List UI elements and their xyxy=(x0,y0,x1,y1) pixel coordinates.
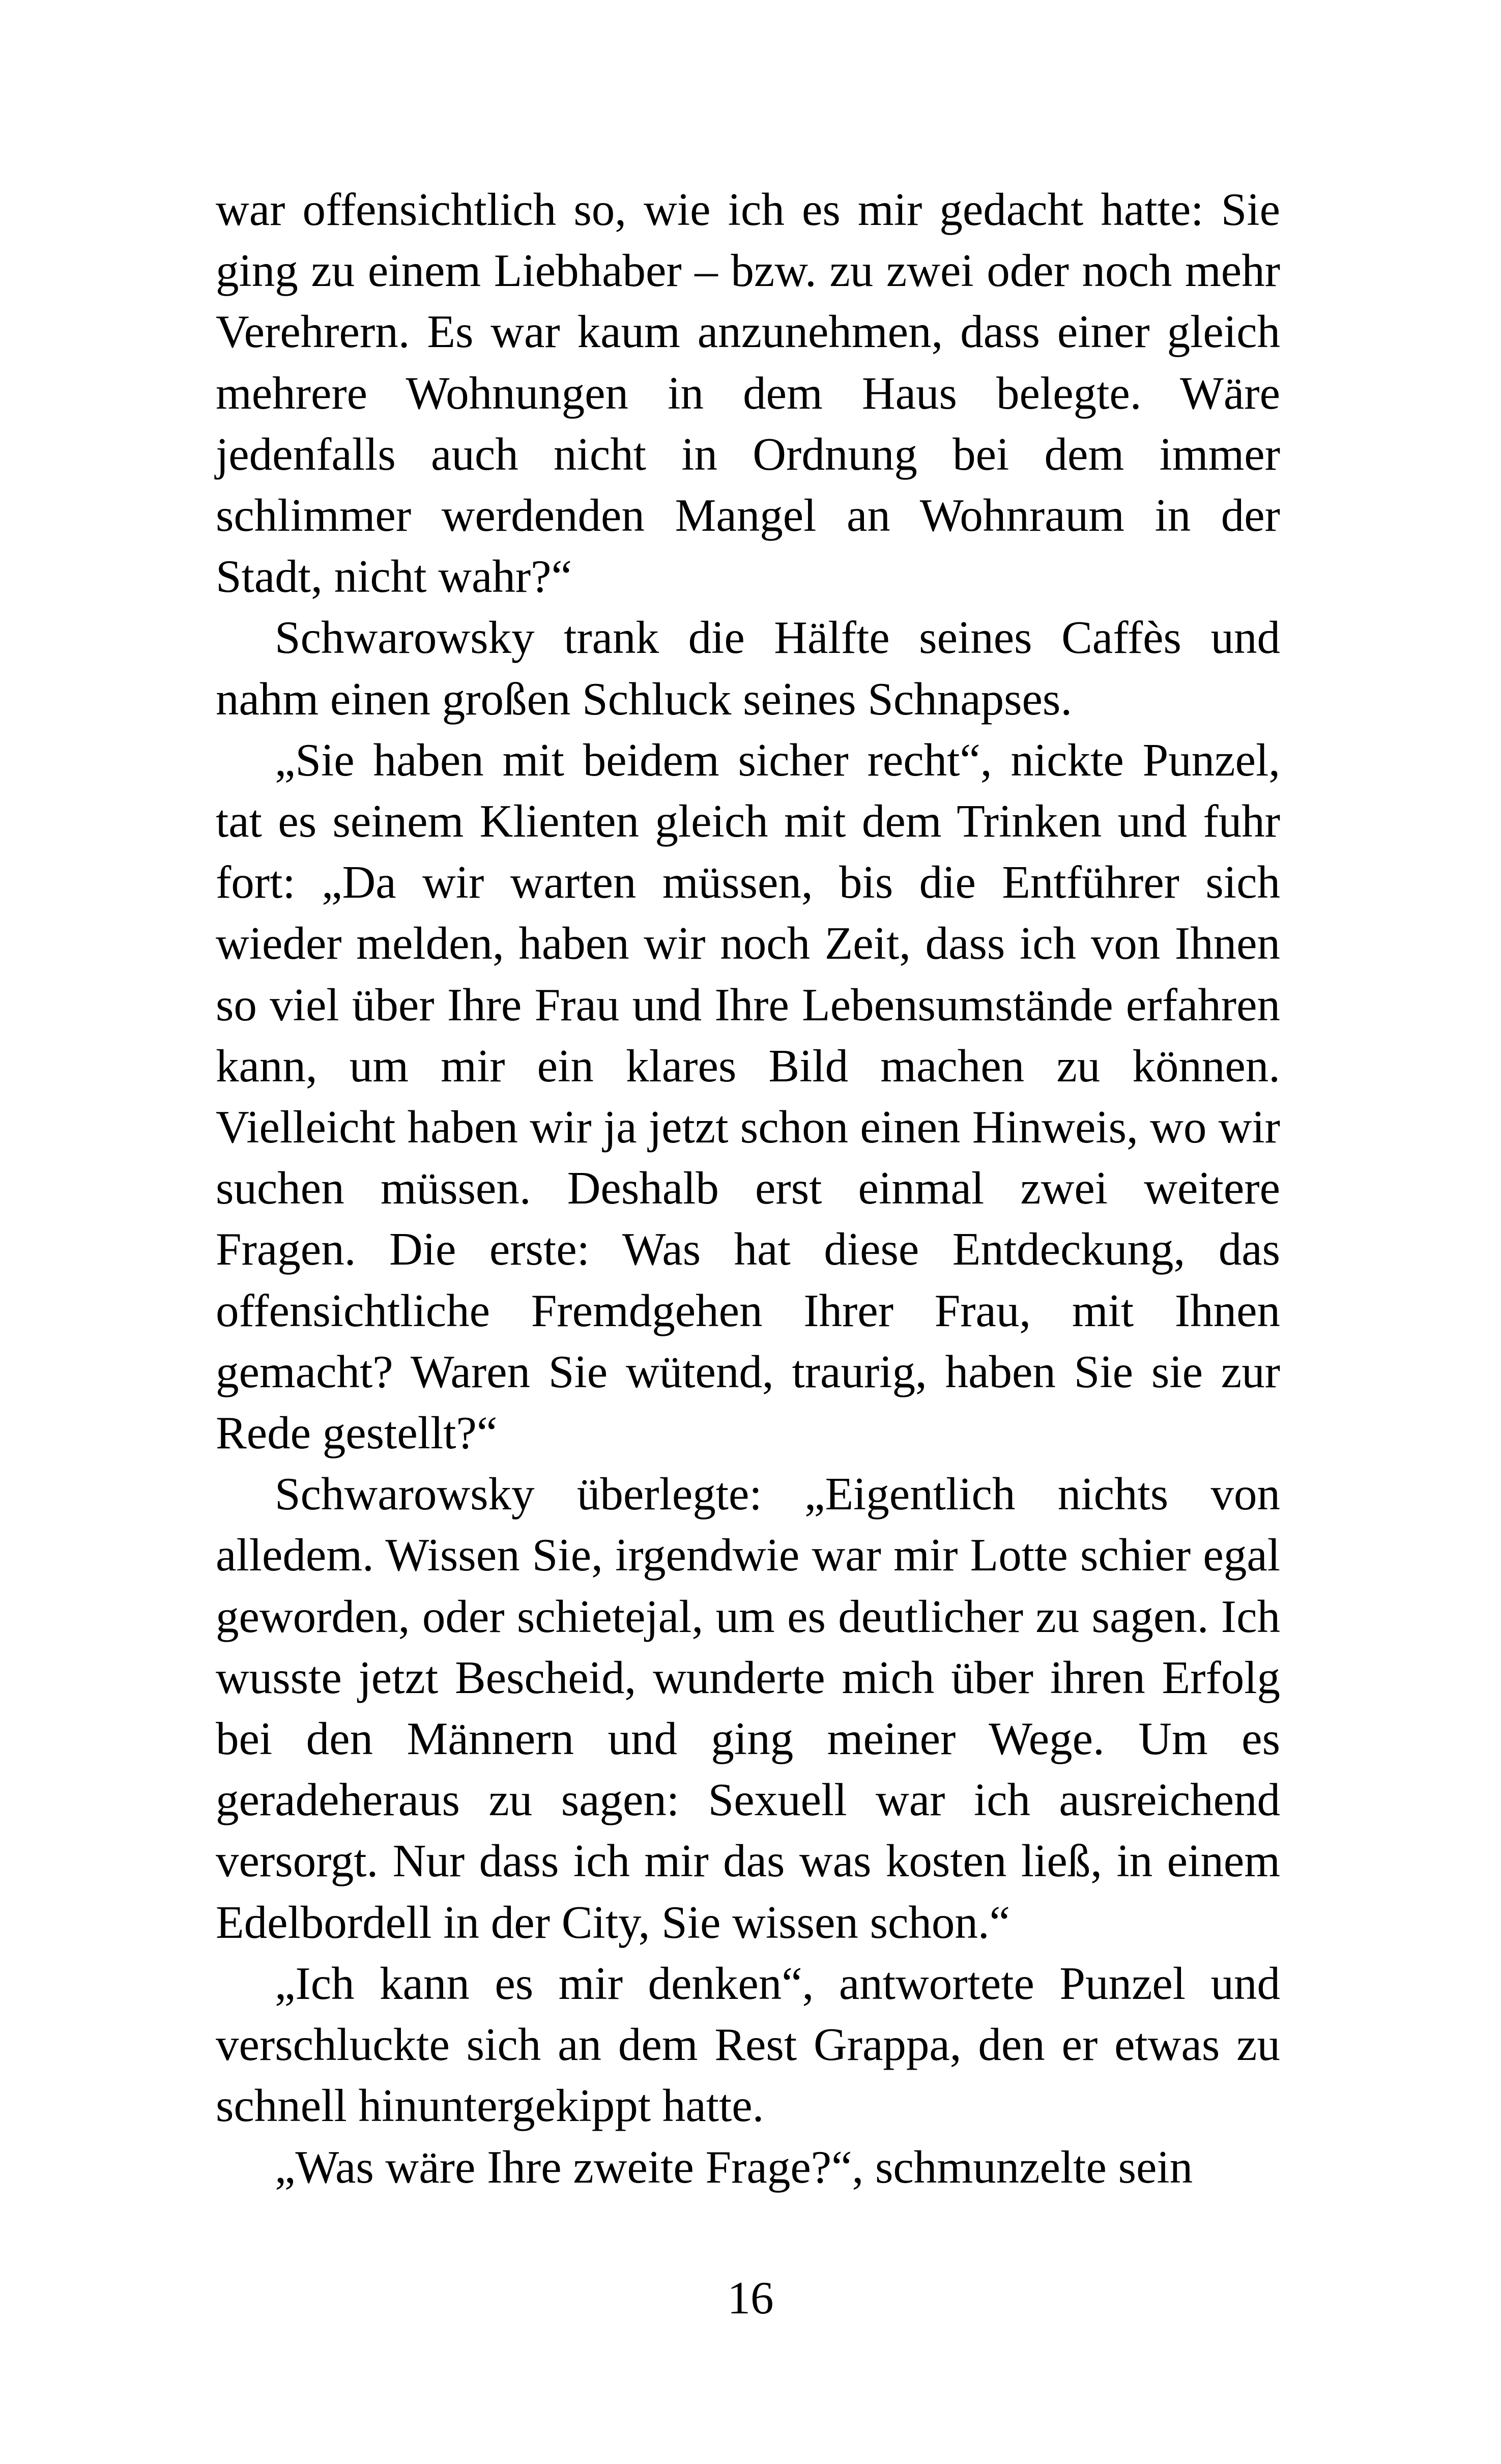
paragraph-5: „Ich kann es mir denken“, antwortete Punzel und verschluckte sich an dem Rest Grappa, den er etwas zu schnell hinuntergekippt hatte. xyxy=(216,1957,1280,2132)
paragraph-3: „Sie haben mit beidem sicher recht“, nickte Punzel, tat es seinem Klienten gleich mit dem Trinken und fuhr fort: „Da wir warten müssen, bis die Entführer sich wieder melden, haben wir noch Zeit, dass ich von Ihnen so viel über Ihre Frau und Ihre Lebensumstände erfahren kann, um mir ein klares Bild machen zu können. Vielleicht haben wir ja jetzt schon einen Hinweis, wo wir suchen müssen. Deshalb erst einmal zwei weitere Fragen. Die erste: Was hat diese Entdeckung, das offensichtliche Fremdgehen Ihrer Frau, mit Ihnen gemacht? Waren Sie wütend, traurig, haben Sie sie zur Rede gestellt?“ xyxy=(216,734,1280,1459)
paragraph-6: „Was wäre Ihre zweite Frage?“, schmunzelte sein xyxy=(275,2141,1193,2193)
paragraph-4: Schwarowsky überlegte: „Eigentlich nichts von alledem. Wissen Sie, irgendwie war mir Lotte schier egal geworden, oder schietejal, um es deutlicher zu sagen. Ich wusste jetzt Bescheid, wunderte mich über ihren Erfolg bei den Männern und ging meiner Wege. Um es geradeheraus zu sagen: Sexuell war ich ausreichend versorgt. Nur dass ich mir das was kosten ließ, in einem Edelbordell in der City, Sie wissen schon.“ xyxy=(216,1468,1280,1948)
paragraph-1: war offensichtlich so, wie ich es mir gedacht hatte: Sie ging zu einem Liebhaber – bzw. zu zwei oder noch mehr Verehrern. Es war kaum anzunehmen, dass einer gleich mehrere Wohnungen in dem Haus belegte. Wäre jedenfalls auch nicht in Ordnung bei dem immer schlimmer werdenden Mangel an Wohnraum in der Stadt, nicht wahr?“ xyxy=(216,184,1280,603)
page-number: 16 xyxy=(727,2272,774,2324)
body-text xyxy=(216,179,1280,2198)
paragraph-2: Schwarowsky trank die Hälfte seines Caffès und nahm einen großen Schluck seines Schnapses. xyxy=(216,612,1280,725)
